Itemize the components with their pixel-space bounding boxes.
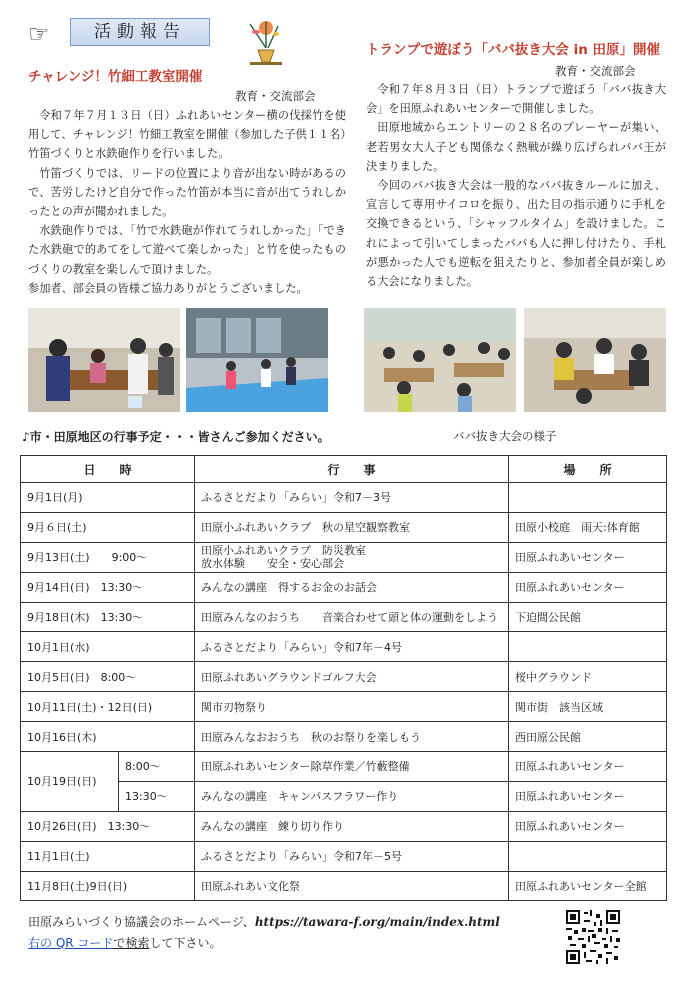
bamboo-workshop-photo-2 xyxy=(186,308,328,412)
row-place: 田原ふれあいセンター xyxy=(509,781,667,811)
row-date: 10月19日(日) xyxy=(21,752,119,812)
row-time: 13:30〜 xyxy=(119,781,195,811)
row-place: 西田原公民館 xyxy=(509,722,667,752)
row-place: 田原ふれあいセンター xyxy=(509,811,667,841)
row-place: 田原ふれあいセンター xyxy=(509,572,667,602)
table-row xyxy=(21,572,667,602)
schedule-table xyxy=(20,455,667,901)
row-event: みんなの講座 キャンパスフラワー作り xyxy=(195,781,509,811)
table-row xyxy=(21,752,667,782)
table-row xyxy=(21,632,667,662)
row-place: 田原小校庭 雨天:体育館 xyxy=(509,512,667,542)
footer-qr-line xyxy=(28,934,221,951)
left-paragraph-4: 参加者、部会員の皆様ご協力ありがとうございました。 xyxy=(28,281,308,295)
row-event-line-2: 放水体験 安全・安心部会 xyxy=(201,557,345,571)
row-place: 田原ふれあいセンター xyxy=(509,542,667,572)
row-date: 10月26日(日) 13:30〜 xyxy=(21,811,195,841)
schedule-heading: ♪市・田原地区の行事予定・・・皆さんご参加ください。 xyxy=(22,430,330,444)
bamboo-workshop-photo-1 xyxy=(28,308,180,412)
footer-search: 検索 xyxy=(125,936,150,950)
row-place: 関市街 該当区域 xyxy=(509,692,667,722)
left-paragraph-1: 令和７年７月１３日（日）ふれあいセンター横の伐採竹を使用して、チャレンジ！竹細工教室を開催（参加した子供１１名）竹笛づくりと水鉄砲作りを行いました。 xyxy=(28,109,346,161)
left-paragraph-2: 竹笛づくりでは、リードの位置により音が出ない時があるので、苦労したけど自分で作った竹笛が本当に音が出てうれしかったとの声が聞かれました。 xyxy=(28,166,346,219)
row-date: 9月13日(土) 9:00〜 xyxy=(21,542,195,572)
row-place: 田原ふれあいセンター全館 xyxy=(509,871,667,901)
right-article-title: トランプで遊ぼう「ババ抜き大会 in 田原」開催 xyxy=(366,42,661,58)
right-article-body xyxy=(366,80,666,291)
row-event: ふるさとだより「みらい」令和7年－5号 xyxy=(195,841,509,871)
table-row xyxy=(21,871,667,901)
row-place xyxy=(509,483,667,513)
table-row xyxy=(21,602,667,632)
left-article-body xyxy=(28,106,346,298)
row-place: 下迫間公民館 xyxy=(509,602,667,632)
right-article-department: 教育・交流部会 xyxy=(555,64,636,78)
row-event: ふるさとだより「みらい」令和7－3号 xyxy=(195,483,509,513)
row-event: 田原ふれあいグラウンドゴルフ大会 xyxy=(195,662,509,692)
row-event: みんなの講座 練り切り作り xyxy=(195,811,509,841)
table-row xyxy=(21,542,667,572)
row-event: 田原小ふれあいクラブ 秋の星空観察教室 xyxy=(195,512,509,542)
date-column-header: 日 時 xyxy=(21,456,195,483)
row-date: 10月16日(木) xyxy=(21,722,195,752)
row-event-line-1: 田原小ふれあいクラブ 防災教室 xyxy=(201,544,367,558)
left-paragraph-3: 水鉄砲作りでは、「竹で水鉄砲が作れてうれしかった」「できた水鉄砲で的あてをして遊べて楽しかった」と竹を使ったものづくりの教室を楽しんで頂けました。 xyxy=(28,224,346,276)
left-article-title: チャレンジ！竹細工教室開催 xyxy=(28,69,203,85)
table-row xyxy=(21,692,667,722)
qr-code-icon[interactable] xyxy=(566,910,620,964)
row-date: 11月8日(土)9日(日) xyxy=(21,871,195,901)
table-row xyxy=(21,722,667,752)
row-time: 8:00〜 xyxy=(119,752,195,782)
ikebana-illustration-icon xyxy=(236,18,294,66)
row-date: 11月1日(土) xyxy=(21,841,195,871)
row-place: 田原ふれあいセンター xyxy=(509,752,667,782)
row-place: 桜中グラウンド xyxy=(509,662,667,692)
right-paragraph-1: 令和７年８月３日（日）トランプで遊ぼう「ババ抜き大会」を田原ふれあいセンターで開催しました。 xyxy=(366,83,666,116)
row-event: ふるさとだより「みらい」令和7年－4号 xyxy=(195,632,509,662)
right-paragraph-2: 田原地域からエントリーの２８名のプレーヤーが集い、老若男女大人子ども関係なく熱戦が繰り広げられババ王が決まりました。 xyxy=(366,121,666,173)
row-date: 10月5日(日) 8:00〜 xyxy=(21,662,195,692)
table-row xyxy=(21,512,667,542)
row-date: 9月14日(日) 13:30〜 xyxy=(21,572,195,602)
row-event xyxy=(195,542,509,572)
table-row xyxy=(21,811,667,841)
row-date: 9月18日(木) 13:30〜 xyxy=(21,602,195,632)
qr-code-link[interactable]: 右の QR コード xyxy=(28,936,114,950)
row-date: 9月６日(土) xyxy=(21,512,195,542)
table-row xyxy=(21,662,667,692)
right-paragraph-3: 今回のババ抜き大会は一般的なババ抜きルールに加え、宣言して専用サイコロを振り、出た目の指示通りに手札を交換できるという、「シャッフルタイム」を設けました。これによって引いてしまったババも人に押し付けたり、手札が悪かった人でも逆転を狙えたりと、参加者全員が楽しめる大会になりました。 xyxy=(366,179,666,289)
event-column-header: 行 事 xyxy=(195,456,509,483)
footer-mid: で xyxy=(113,936,126,950)
place-column-header: 場 所 xyxy=(509,456,667,483)
table-header-row xyxy=(21,456,667,483)
row-place xyxy=(509,632,667,662)
table-row xyxy=(21,483,667,513)
row-place xyxy=(509,841,667,871)
photo-caption: ババ抜き大会の様子 xyxy=(453,429,557,443)
row-date: 10月1日(水) xyxy=(21,632,195,662)
row-event: 田原みんなのおうち 音楽合わせて頭と体の運動をしよう xyxy=(195,602,509,632)
card-game-photo-1 xyxy=(364,308,516,412)
footer-prefix: 田原みらいづくり協議会のホームページ、 xyxy=(28,915,255,929)
pointing-hand-icon: ☞ xyxy=(28,20,50,48)
row-event: みんなの講座 得するお金のお話会 xyxy=(195,572,509,602)
row-event: 田原ふれあい文化祭 xyxy=(195,871,509,901)
row-event: 関市刃物祭り xyxy=(195,692,509,722)
row-event: 田原ふれあいセンター除草作業／竹藪整備 xyxy=(195,752,509,782)
homepage-url-link[interactable]: https://tawara-f.org/main/index.html xyxy=(254,915,500,929)
left-article-department: 教育・交流部会 xyxy=(235,89,316,103)
row-date: 10月11日(土)・12日(日) xyxy=(21,692,195,722)
row-date: 9月1日(月) xyxy=(21,483,195,513)
card-game-photo-2 xyxy=(524,308,666,412)
row-event: 田原みんなおおうち 秋のお祭りを楽しもう xyxy=(195,722,509,752)
footer-homepage-line xyxy=(28,913,500,930)
section-header: 活動報告 xyxy=(70,18,210,46)
footer-end: して下さい。 xyxy=(149,936,222,950)
table-row xyxy=(21,841,667,871)
